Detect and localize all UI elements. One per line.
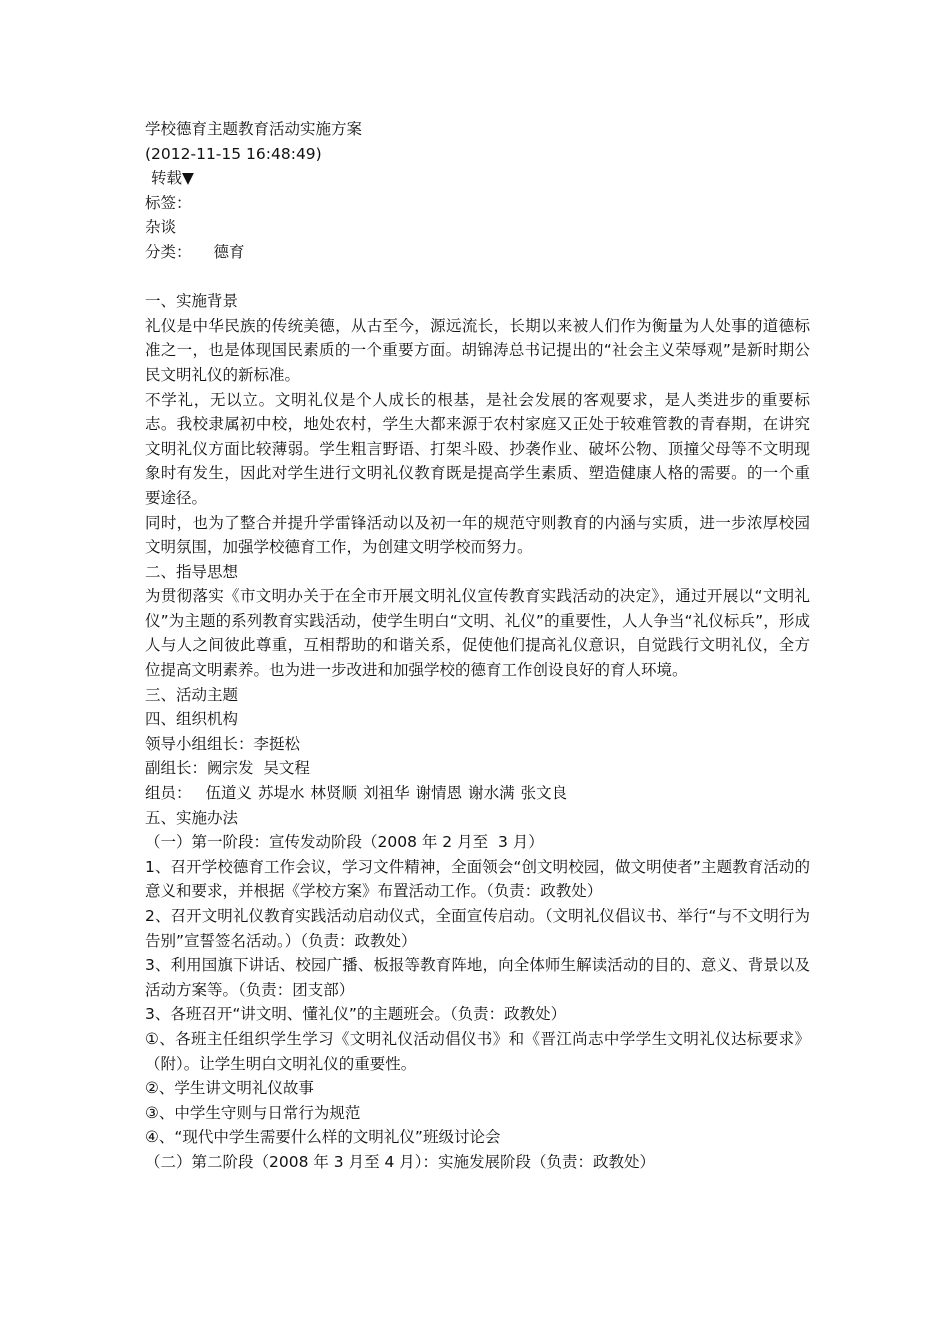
- member-name: 苏堤水: [258, 784, 305, 803]
- list-item: 3、利用国旗下讲话、校园广播、板报等教育阵地，向全体师生解读活动的目的、意义、背景以及活动方案等。（负责：团支部）: [145, 956, 810, 999]
- category-row: [145, 240, 810, 265]
- phase-heading: （一）第一阶段：宣传发动阶段（2008 年 2 月至 3 月）: [145, 833, 544, 852]
- leader-line: 领导小组组长：李挺松: [145, 734, 301, 753]
- list-item: 1、召开学校德育工作会议，学习文件精神，全面领会“创文明校园，做文明使者”主题教育活动的意义和要求，并根据《学校方案》布置活动工作。（负责：政教处）: [145, 857, 810, 901]
- section-heading: 一、实施背景: [145, 292, 239, 311]
- member-name: 林贤顺: [310, 784, 358, 803]
- member-name: 谢情恩: [415, 784, 463, 803]
- section-heading: 二、指导思想: [145, 562, 239, 581]
- repost-link[interactable]: 转载▼: [151, 169, 194, 188]
- category-link[interactable]: 德育: [213, 242, 245, 261]
- list-item: 2、召开文明礼仪教育实践活动启动仪式，全面宣传启动。（文明礼仪倡议书、举行“与不文明行为告别”宣誓签名活动。）（负责：政教处）: [145, 907, 810, 950]
- sub-item: ③、中学生守则与日常行为规范: [145, 1103, 361, 1122]
- deputy-line: 副组长：阙宗发 吴文程: [145, 759, 310, 778]
- category-label: 分类：: [145, 242, 192, 261]
- member-name: 伍道义: [205, 784, 253, 803]
- paragraph: 不学礼，无以立。文明礼仪是个人成长的根基，是社会发展的客观要求，是人类进步的重要标志。我校隶属初中校，地处农村，学生大都来源于农村家庭又正处于较难管教的青春期，在讲究文明礼仪方面比较薄弱。学生粗言野语、打架斗殴、抄袭作业、破坏公物、顶撞父母等不文明现象时有发生，因此对学生进行文明礼仪教育既是提高学生素质、塑造健康人格的需要。的一个重要途径。: [145, 390, 810, 507]
- member-name: 谢水满: [468, 784, 515, 803]
- post-datetime: (2012-11-15 16:48:49): [145, 144, 322, 163]
- members-label: 组员：: [145, 784, 192, 803]
- sub-item: ①、各班主任组织学生学习《文明礼仪活动倡仪书》和《晋江尚志中学学生文明礼仪达标要求》（附）。让学生明白文明礼仪的重要性。: [145, 1029, 810, 1073]
- list-item: 3、各班召开“讲文明、懂礼仪”的主题班会。（负责：政教处）: [145, 1005, 567, 1024]
- section-heading: 五、实施办法: [145, 808, 239, 827]
- spacer: [145, 265, 810, 290]
- tag-link[interactable]: 杂谈: [145, 218, 177, 237]
- section-heading: 四、组织机构: [145, 710, 239, 729]
- members-line: [145, 781, 810, 806]
- paragraph: 礼仪是中华民族的传统美德，从古至今，源远流长，长期以来被人们作为衡量为人处事的道德标准之一，也是体现国民素质的一个重要方面。胡锦涛总书记提出的“社会主义荣辱观”是新时期公民文明礼仪的新标准。: [145, 316, 810, 384]
- sub-item: ④、“现代中学生需要什么样的文明礼仪”班级讨论会: [145, 1128, 501, 1147]
- document-page: [145, 117, 810, 1175]
- phase-heading: （二）第二阶段（2008 年 3 月至 4 月）：实施发展阶段（负责：政教处）: [145, 1152, 656, 1171]
- section-heading: 三、活动主题: [145, 685, 239, 704]
- paragraph: 为贯彻落实《市文明办关于在全市开展文明礼仪宣传教育实践活动的决定》，通过开展以“文明礼仪”为主题的系列教育实践活动，使学生明白“文明、礼仪”的重要性，人人争当“礼仪标兵”，形成人与人之间彼此尊重，互相帮助的和谐关系，促使他们提高礼仪意识，自觉践行文明礼仪，全方位提高文明素养。也为进一步改进和加强学校的德育工作创设良好的育人环境。: [145, 587, 810, 680]
- tags-label: 标签：: [145, 193, 192, 212]
- document-title: 学校德育主题教育活动实施方案: [145, 120, 363, 138]
- paragraph: 同时，也为了整合并提升学雷锋活动以及初一年的规范守则教育的内涵与实质，进一步浓厚校园文明氛围，加强学校德育工作，为创建文明学校而努力。: [145, 513, 810, 557]
- sub-item: ②、学生讲文明礼仪故事: [145, 1079, 314, 1098]
- member-name: 张文良: [520, 784, 568, 803]
- member-name: 刘祖华: [363, 784, 410, 803]
